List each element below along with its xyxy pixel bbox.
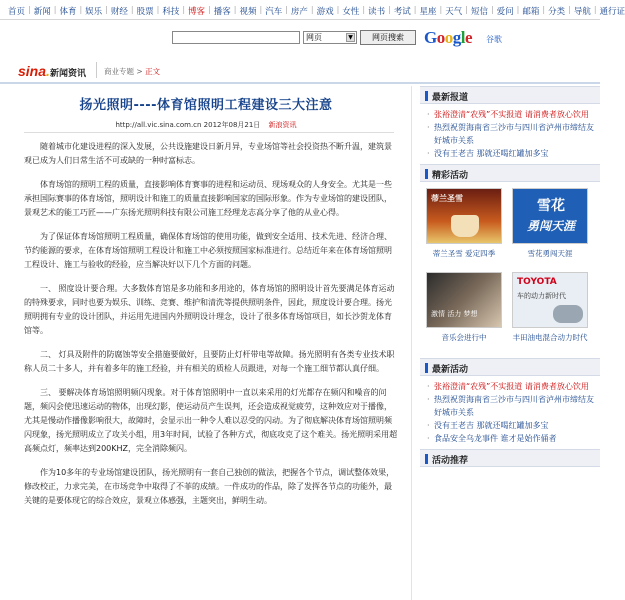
events-title: 精彩活动 <box>432 171 469 181</box>
top-nav-link[interactable]: 天气 <box>445 7 463 17</box>
promo-image-text: 激情 活力 梦想 <box>431 310 478 318</box>
nav-separator: | <box>285 5 288 14</box>
article-paragraph: 三、 要解决体育场馆照明频闪现象。对于体育馆照明中一直以来采用的灯光都存在频闪和噪音的问题，频闪会使迅速运动的物体，出现幻影，使运动员产生误判，还会造成视觉疲劳，这种效应对于播像，尤其是慢动作播像影响很大，故障时，会显示出一种令人难以忍受的闪动。为了彻底解决体育场馆照明频闪现象，扬光照明成立了攻关小组，用3年时间，试验了各种方式，彻底攻克了这个难关。扬光照明采用超高频点灯，频率达到200KHZ，完全消除频闪。 <box>24 388 398 453</box>
top-nav-link[interactable]: 财经 <box>110 7 128 17</box>
article-paragraph: 体育场馆的照明工程的质量，直接影响体育赛事的进程和运动员、现场观众的人身安全。尤其是一些承担国际赛事的体育场馆，照明设计和施工的质量直接影响国家的国际形象。作为专业场馆的建设团队，景观艺术的能工巧匠——广东扬光照明科技有限公司施工经理龙志高分享了他的从业心得。 <box>24 180 392 217</box>
header-accent-bar <box>425 454 428 464</box>
top-nav-link[interactable]: 短信 <box>470 7 488 17</box>
top-nav-link[interactable]: 星座 <box>419 7 437 17</box>
article-title: 扬光照明----体育馆照明工程建设三大注意 <box>79 98 333 113</box>
top-nav-link[interactable]: 视频 <box>239 7 257 17</box>
top-nav-link[interactable]: 邮箱 <box>522 7 540 17</box>
header-accent-bar <box>425 91 428 101</box>
news-link[interactable]: · 食品安全乌龙事件 谁才是始作俑者 <box>426 432 600 445</box>
promo-row-1 <box>420 182 600 270</box>
channel-name[interactable]: 新闻资讯 <box>50 69 87 79</box>
nav-separator: | <box>259 5 263 14</box>
nav-separator: | <box>208 5 211 14</box>
news-link[interactable]: · 热烈祝贺海南省三沙市与四川省泸州市缔结友好城市关系 <box>426 393 600 419</box>
promo-image-toyota[interactable] <box>512 272 588 328</box>
nav-separator: | <box>439 5 443 14</box>
promo-row-2 <box>420 270 600 358</box>
breadcrumb <box>0 56 600 84</box>
top-nav-link[interactable]: 新闻 <box>33 7 51 17</box>
top-nav-link[interactable]: 房产 <box>290 7 308 17</box>
top-nav-link[interactable]: 通行证 <box>599 7 625 17</box>
nav-separator: | <box>568 5 571 14</box>
promo-caption[interactable]: 蒂兰圣雪 爱定四季 <box>432 249 496 258</box>
latest-events-list <box>420 376 600 449</box>
article-url-date: http://all.vic.sina.com.cn 2012年08月21日 <box>115 121 261 129</box>
top-nav-link[interactable]: 博客 <box>188 7 206 17</box>
article-paragraph: 二、 灯具及附件的防腐蚀等安全措施要做好，且要防止灯杆带电等故障。扬光照明有各类专业技术职称人员二十多人，并有着多年的施工经验，并有相关的质检人员跟进，对每一个施工细节都认真仔细。 <box>24 350 395 373</box>
article-body <box>24 140 398 518</box>
nav-separator: | <box>156 5 160 14</box>
news-link[interactable]: · 张裕澄清“农残”不实报道 请消费者放心饮用 <box>426 380 600 393</box>
top-nav-link[interactable]: 爱问 <box>496 7 514 17</box>
top-nav-link[interactable]: 女性 <box>342 7 360 17</box>
article-column <box>0 86 412 600</box>
top-nav-link[interactable]: 读书 <box>368 7 386 17</box>
nav-separator: | <box>105 5 108 14</box>
nav-separator: | <box>233 5 237 14</box>
recommend-header <box>420 449 600 467</box>
latest-events-title: 最新活动 <box>432 365 469 375</box>
top-nav-link[interactable]: 分类 <box>548 7 566 17</box>
nav-separator: | <box>465 5 468 14</box>
google-logo-cn: 谷歌 <box>486 35 502 44</box>
nav-separator: | <box>130 5 134 14</box>
promo-image-beer[interactable] <box>512 188 588 244</box>
news-link[interactable]: · 没有王老吉 那就还喝红罐加多宝 <box>426 419 600 432</box>
divider <box>96 62 97 78</box>
article-paragraph: 一、 照度设计要合理。大多数体育馆是多功能和多用途的，体育场馆的照明设计首先要满足体育运动的特殊要求，同时也要为娱乐、训练、竞赛、维护和清洗等提供照明条件，因此，照度设计要合理。扬光照明拥有专业的设计团队，并运用先进国内外照明设计理念，设计了很多体育场馆项目，如长沙贺龙体育馆等。 <box>24 284 395 335</box>
sina-logo[interactable]: sina. <box>18 63 50 79</box>
nav-separator: | <box>79 5 83 14</box>
chevron-down-icon: ▼ <box>346 33 355 42</box>
promo-image-concert[interactable] <box>426 272 502 328</box>
top-nav-link[interactable]: 娱乐 <box>85 7 103 17</box>
article-meta <box>0 120 412 130</box>
top-nav-link[interactable]: 汽车 <box>265 7 283 17</box>
nav-separator: | <box>182 5 186 14</box>
latest-events-header <box>420 358 600 376</box>
top-nav <box>0 0 625 20</box>
news-link[interactable]: · 热烈祝贺海南省三沙市与四川省泸州市缔结友好城市关系 <box>426 121 600 147</box>
top-nav-link[interactable]: 考试 <box>393 7 411 17</box>
promo-image-dessert[interactable] <box>426 188 502 244</box>
latest-news-header <box>420 86 600 104</box>
nav-separator: | <box>413 5 417 14</box>
latest-news-list <box>420 104 600 164</box>
nav-separator: | <box>53 5 57 14</box>
latest-news-title: 最新报道 <box>432 93 469 103</box>
nav-separator: | <box>28 5 31 14</box>
nav-separator: | <box>490 5 494 14</box>
top-nav-link[interactable]: 导航 <box>573 7 591 17</box>
nav-separator: | <box>388 5 391 14</box>
promo-caption[interactable]: 雪花勇闯天涯 <box>527 249 573 258</box>
top-nav-link[interactable]: 股票 <box>136 7 154 17</box>
top-nav-link[interactable]: 游戏 <box>316 7 334 17</box>
sidebar <box>420 86 600 600</box>
nav-separator: | <box>542 5 546 14</box>
events-header <box>420 164 600 182</box>
nav-separator: | <box>336 5 340 14</box>
promo-image-text: 蒂兰圣雪 <box>431 194 463 203</box>
top-nav-link[interactable]: 体育 <box>59 7 77 17</box>
search-type-value: 网页 <box>306 33 322 42</box>
breadcrumb-parent-link[interactable]: 商业专题 > <box>104 67 143 76</box>
nav-separator: | <box>593 5 597 14</box>
top-nav-link[interactable]: 播客 <box>213 7 231 17</box>
top-nav-items <box>8 5 625 17</box>
promo-image-text: 雪花 <box>537 198 565 214</box>
header-accent-bar <box>425 169 428 179</box>
search-bar <box>0 24 600 54</box>
header-accent-bar <box>425 363 428 373</box>
promo-image-text: TOYOTA <box>517 277 557 287</box>
nav-separator: | <box>310 5 314 14</box>
recommend-title: 活动推荐 <box>432 456 469 466</box>
article-paragraph: 为了保证体育场馆照明工程质量，确保体育场馆的使用功能，做到安全适用、技术先进、经济合理、节约能源的要求，在体育场馆照明工程设计和施工中必须按照国家标准进行。总结近年来在体育场馆照明工程设计、施工与验收的经验，应当解决好以下几个方面的问题。 <box>24 232 392 269</box>
promo-image-text: 车的动力新时代 <box>517 292 566 300</box>
news-link[interactable]: · 没有王老吉 那就还喝红罐加多宝 <box>426 147 600 160</box>
google-logo[interactable]: Google <box>424 28 473 47</box>
search-input[interactable] <box>172 31 300 44</box>
top-nav-link[interactable]: 首页 <box>8 7 26 17</box>
article-paragraph: 随着城市化建设进程的深入发展，公共设施建设日新月异，专业场馆等社会投资热不断升温，建筑景观已成为人们日常生活不可或缺的一种时富标志。 <box>24 142 392 165</box>
article-source-link[interactable]: 新浪资讯 <box>268 121 297 129</box>
search-type-select[interactable] <box>303 31 357 44</box>
article-paragraph: 作为10多年的专业场馆建设团队，扬光照明有一套自己独创的做法，把握各个节点，调试整体效果，修改校正，力求完美，在市场竞争中取得了不菲的成绩。一件成功的作品，除了发挥各节点的功能外，最关键的是要体现它的综合效应，景观立体感强，主题突出，鲜明生动。 <box>24 468 395 505</box>
divider <box>24 132 394 133</box>
web-search-button[interactable]: 网页搜索 <box>360 30 416 45</box>
breadcrumb-path <box>104 66 160 77</box>
promo-caption[interactable]: 音乐会进行中 <box>441 333 487 342</box>
promo-caption[interactable]: 丰田油电混合动力时代 <box>512 333 588 342</box>
breadcrumb-current: 正文 <box>145 67 161 76</box>
nav-separator: | <box>362 5 366 14</box>
nav-separator: | <box>516 5 520 14</box>
promo-image-text: 勇闯天涯 <box>526 219 575 233</box>
news-link[interactable]: · 张裕澄清“农残”不实报道 请消费者放心饮用 <box>426 108 600 121</box>
top-nav-link[interactable]: 科技 <box>162 7 180 17</box>
